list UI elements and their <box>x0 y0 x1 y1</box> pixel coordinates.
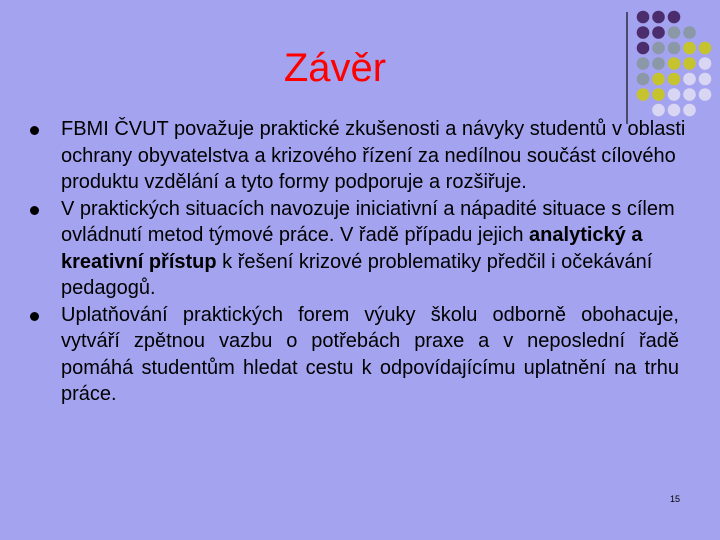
decorative-dot <box>668 11 681 24</box>
decorative-dot <box>668 73 681 86</box>
decorative-dot <box>637 11 650 24</box>
bullet-text: k řešení krizové problematiky předčil i očekávání pedagogů. <box>61 250 653 299</box>
decorative-dot <box>652 42 665 55</box>
decorative-dot <box>637 73 650 86</box>
decorative-dot <box>683 26 696 39</box>
decorative-dot <box>637 42 650 55</box>
decorative-dot <box>699 73 712 86</box>
bullet-dot-icon <box>30 206 39 215</box>
decorative-dot <box>637 57 650 70</box>
decorative-dot <box>699 88 712 101</box>
decorative-dot-grid <box>634 9 720 119</box>
bullet-text: Uplatňování praktických forem výuky školu odborně obohacuje, vytváří zpětnou vazbu o potřebách praxe a v neposlední řadě pomáhá studentům hledat cestu k odpovídajícímu uplatnění na trhu práce. <box>61 303 679 405</box>
decorative-dot <box>683 42 696 55</box>
slide-body <box>30 116 692 408</box>
decorative-dot <box>652 104 665 117</box>
bullet-text: FBMI ČVUT považuje praktické zkušenosti a návyky studentů v oblasti ochrany obyvatelstva a krizového řízení za nedílnou součást cílového produktu vzdělání a tyto formy podporuje a rozšiřuje. <box>61 118 686 193</box>
decorative-dot <box>683 73 696 86</box>
bullet-item <box>30 196 692 302</box>
decorative-dot <box>699 57 712 70</box>
decorative-dot <box>683 88 696 101</box>
decorative-dot <box>668 88 681 101</box>
bullet-item <box>30 302 679 408</box>
bullet-item <box>30 116 692 196</box>
decorative-dot <box>699 42 712 55</box>
slide-title: Závěr <box>283 46 387 90</box>
decorative-dot <box>652 26 665 39</box>
decorative-dot <box>668 42 681 55</box>
decorative-dot <box>683 57 696 70</box>
decorative-dot <box>637 26 650 39</box>
bullet-dot-icon <box>30 126 39 135</box>
decorative-dot <box>683 104 696 117</box>
decorative-dot <box>668 104 681 117</box>
decorative-dot <box>652 57 665 70</box>
bullet-text-bold: analytický a kreativní přístup <box>61 224 643 273</box>
bullet-dot-icon <box>30 312 39 321</box>
decorative-dot <box>652 88 665 101</box>
bullet-text: V praktických situacích navozuje iniciativní a nápadité situace s cílem ovládnutí metod týmové práce. V řadě případu jejich <box>61 197 675 246</box>
decorative-dot <box>668 26 681 39</box>
decorative-dot <box>668 57 681 70</box>
decorative-dot <box>652 73 665 86</box>
decorative-dot <box>652 11 665 24</box>
decorative-vertical-line <box>626 12 628 124</box>
page-number: 15 <box>669 494 680 504</box>
decorative-dot <box>637 88 650 101</box>
